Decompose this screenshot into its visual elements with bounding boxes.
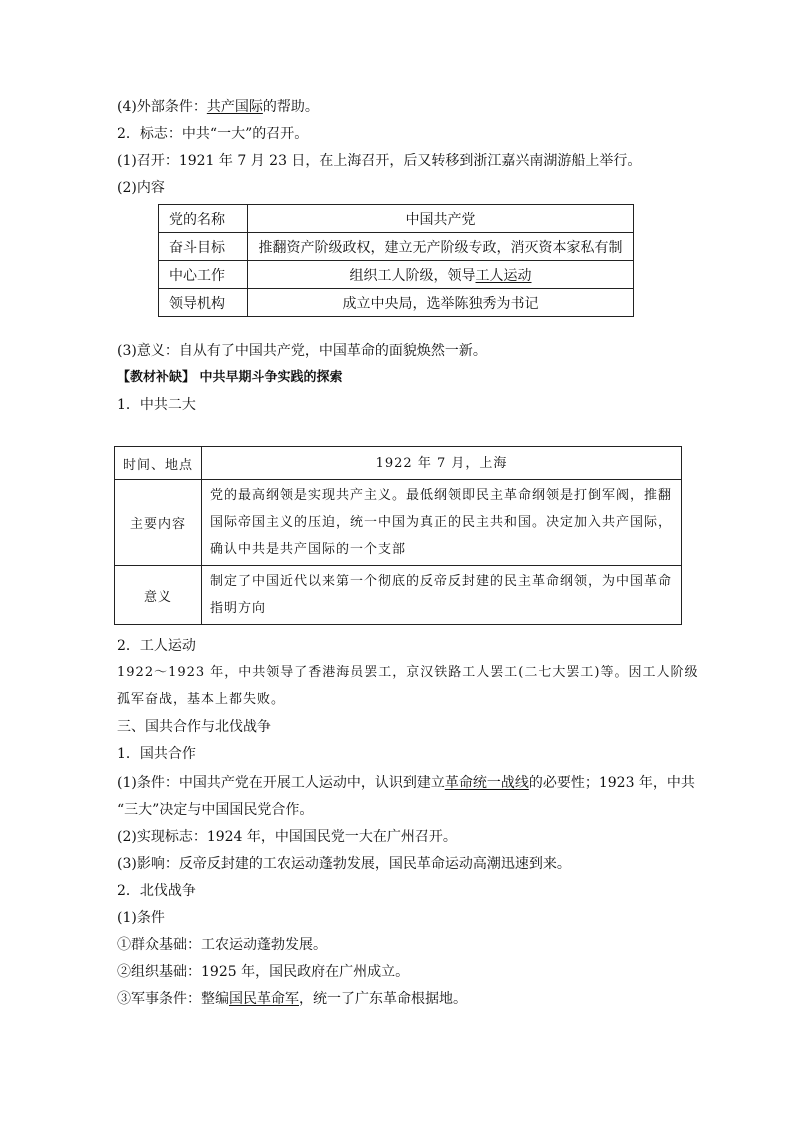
table-row — [159, 261, 634, 289]
labor-movement-heading: 2．工人运动 — [117, 638, 196, 654]
table-value: 成立中央局，选举陈独秀为书记 — [248, 289, 634, 317]
table-row — [159, 289, 634, 317]
conditions-heading: (1)条件 — [117, 910, 165, 926]
table-key: 奋斗目标 — [159, 233, 248, 261]
sign-heading: 2．标志：中共“一大”的召开。 — [117, 126, 309, 142]
labor-movement-text-2: 孤军奋战，基本上都失败。 — [117, 692, 286, 707]
text: ，统一了广东革命根据地。 — [299, 991, 467, 1007]
underlined-term: 共产国际 — [206, 99, 263, 115]
table-row — [115, 480, 682, 566]
text: 组织工人阶级，领导 — [349, 267, 476, 284]
table-value: 1922 年 7 月，上海 — [202, 447, 682, 480]
convening-line: (1)召开：1921 年 7 月 23 日，在上海召开，后又转移到浙江嘉兴南湖游船上举行。 — [117, 153, 642, 169]
underlined-term: 工人运动 — [475, 267, 532, 284]
cooperation-impact-line: (3)影响：反帝反封建的工农运动蓬勃发展，国民革命运动高潮迅速到来。 — [117, 856, 571, 872]
table-key: 党的名称 — [159, 205, 248, 233]
text: (4)外部条件： — [117, 99, 207, 115]
second-congress-table — [114, 446, 682, 625]
second-congress-heading: 1．中共二大 — [117, 397, 196, 413]
northern-expedition-heading: 2．北伐战争 — [117, 883, 196, 899]
external-condition-line — [117, 97, 319, 117]
cooperation-heading: 1．国共合作 — [117, 746, 196, 762]
table-key: 时间、地点 — [115, 447, 202, 480]
underlined-term: 国民革命军 — [229, 991, 299, 1007]
table-value — [248, 261, 634, 289]
text: ③军事条件：整编 — [117, 991, 229, 1007]
table-value: 中国共产党 — [248, 205, 634, 233]
cooperation-condition-line-2: “三大”决定与中国国民党合作。 — [117, 802, 314, 818]
labor-movement-text-1: 1922～1923 年，中共领导了香港海员罢工，京汉铁路工人罢工(二七大罢工)等。因工人阶级 — [117, 665, 699, 680]
content-heading: (2)内容 — [117, 180, 165, 196]
cooperation-sign-line: (2)实现标志：1924 年，中国国民党一大在广州召开。 — [117, 829, 457, 845]
table-value: 推翻资产阶级政权，建立无产阶级专政，消灭资本家私有制 — [248, 233, 634, 261]
table-key: 中心工作 — [159, 261, 248, 289]
table-value: 党的最高纲领是实现共产主义。最低纲领即民主革命纲领是打倒军阀，推翻国际帝国主义的压迫，统一中国为真正的民主共和国。决定加入共产国际，确认中共是共产国际的一个支部 — [202, 480, 682, 566]
significance-line: (3)意义：自从有了中国共产党，中国革命的面貌焕然一新。 — [117, 343, 487, 359]
table-key: 主要内容 — [115, 480, 202, 566]
table-row — [159, 205, 634, 233]
mass-basis-line: ①群众基础：工农运动蓬勃发展。 — [117, 937, 327, 953]
table-value: 制定了中国近代以来第一个彻底的反帝反封建的民主革命纲领，为中国革命指明方向 — [202, 566, 682, 625]
text: (1)条件：中国共产党在开展工人运动中，认识到建立 — [117, 775, 445, 791]
table-row — [115, 447, 682, 480]
section-three-heading: 三、国共合作与北伐战争 — [117, 719, 271, 735]
first-congress-table — [158, 204, 634, 317]
text: 的帮助。 — [262, 99, 319, 115]
underlined-term: 革命统一战线 — [444, 775, 529, 791]
military-condition-line — [117, 989, 467, 1009]
cooperation-condition-line — [117, 773, 695, 793]
table-key: 意义 — [115, 566, 202, 625]
table-row — [115, 566, 682, 625]
text: 的必要性；1923 年，中共 — [528, 775, 695, 791]
supplement-heading: 【教材补缺】 中共早期斗争实践的探索 — [117, 370, 343, 385]
table-row — [159, 233, 634, 261]
table-key: 领导机构 — [159, 289, 248, 317]
organizational-basis-line: ②组织基础：1925 年，国民政府在广州成立。 — [117, 964, 410, 980]
